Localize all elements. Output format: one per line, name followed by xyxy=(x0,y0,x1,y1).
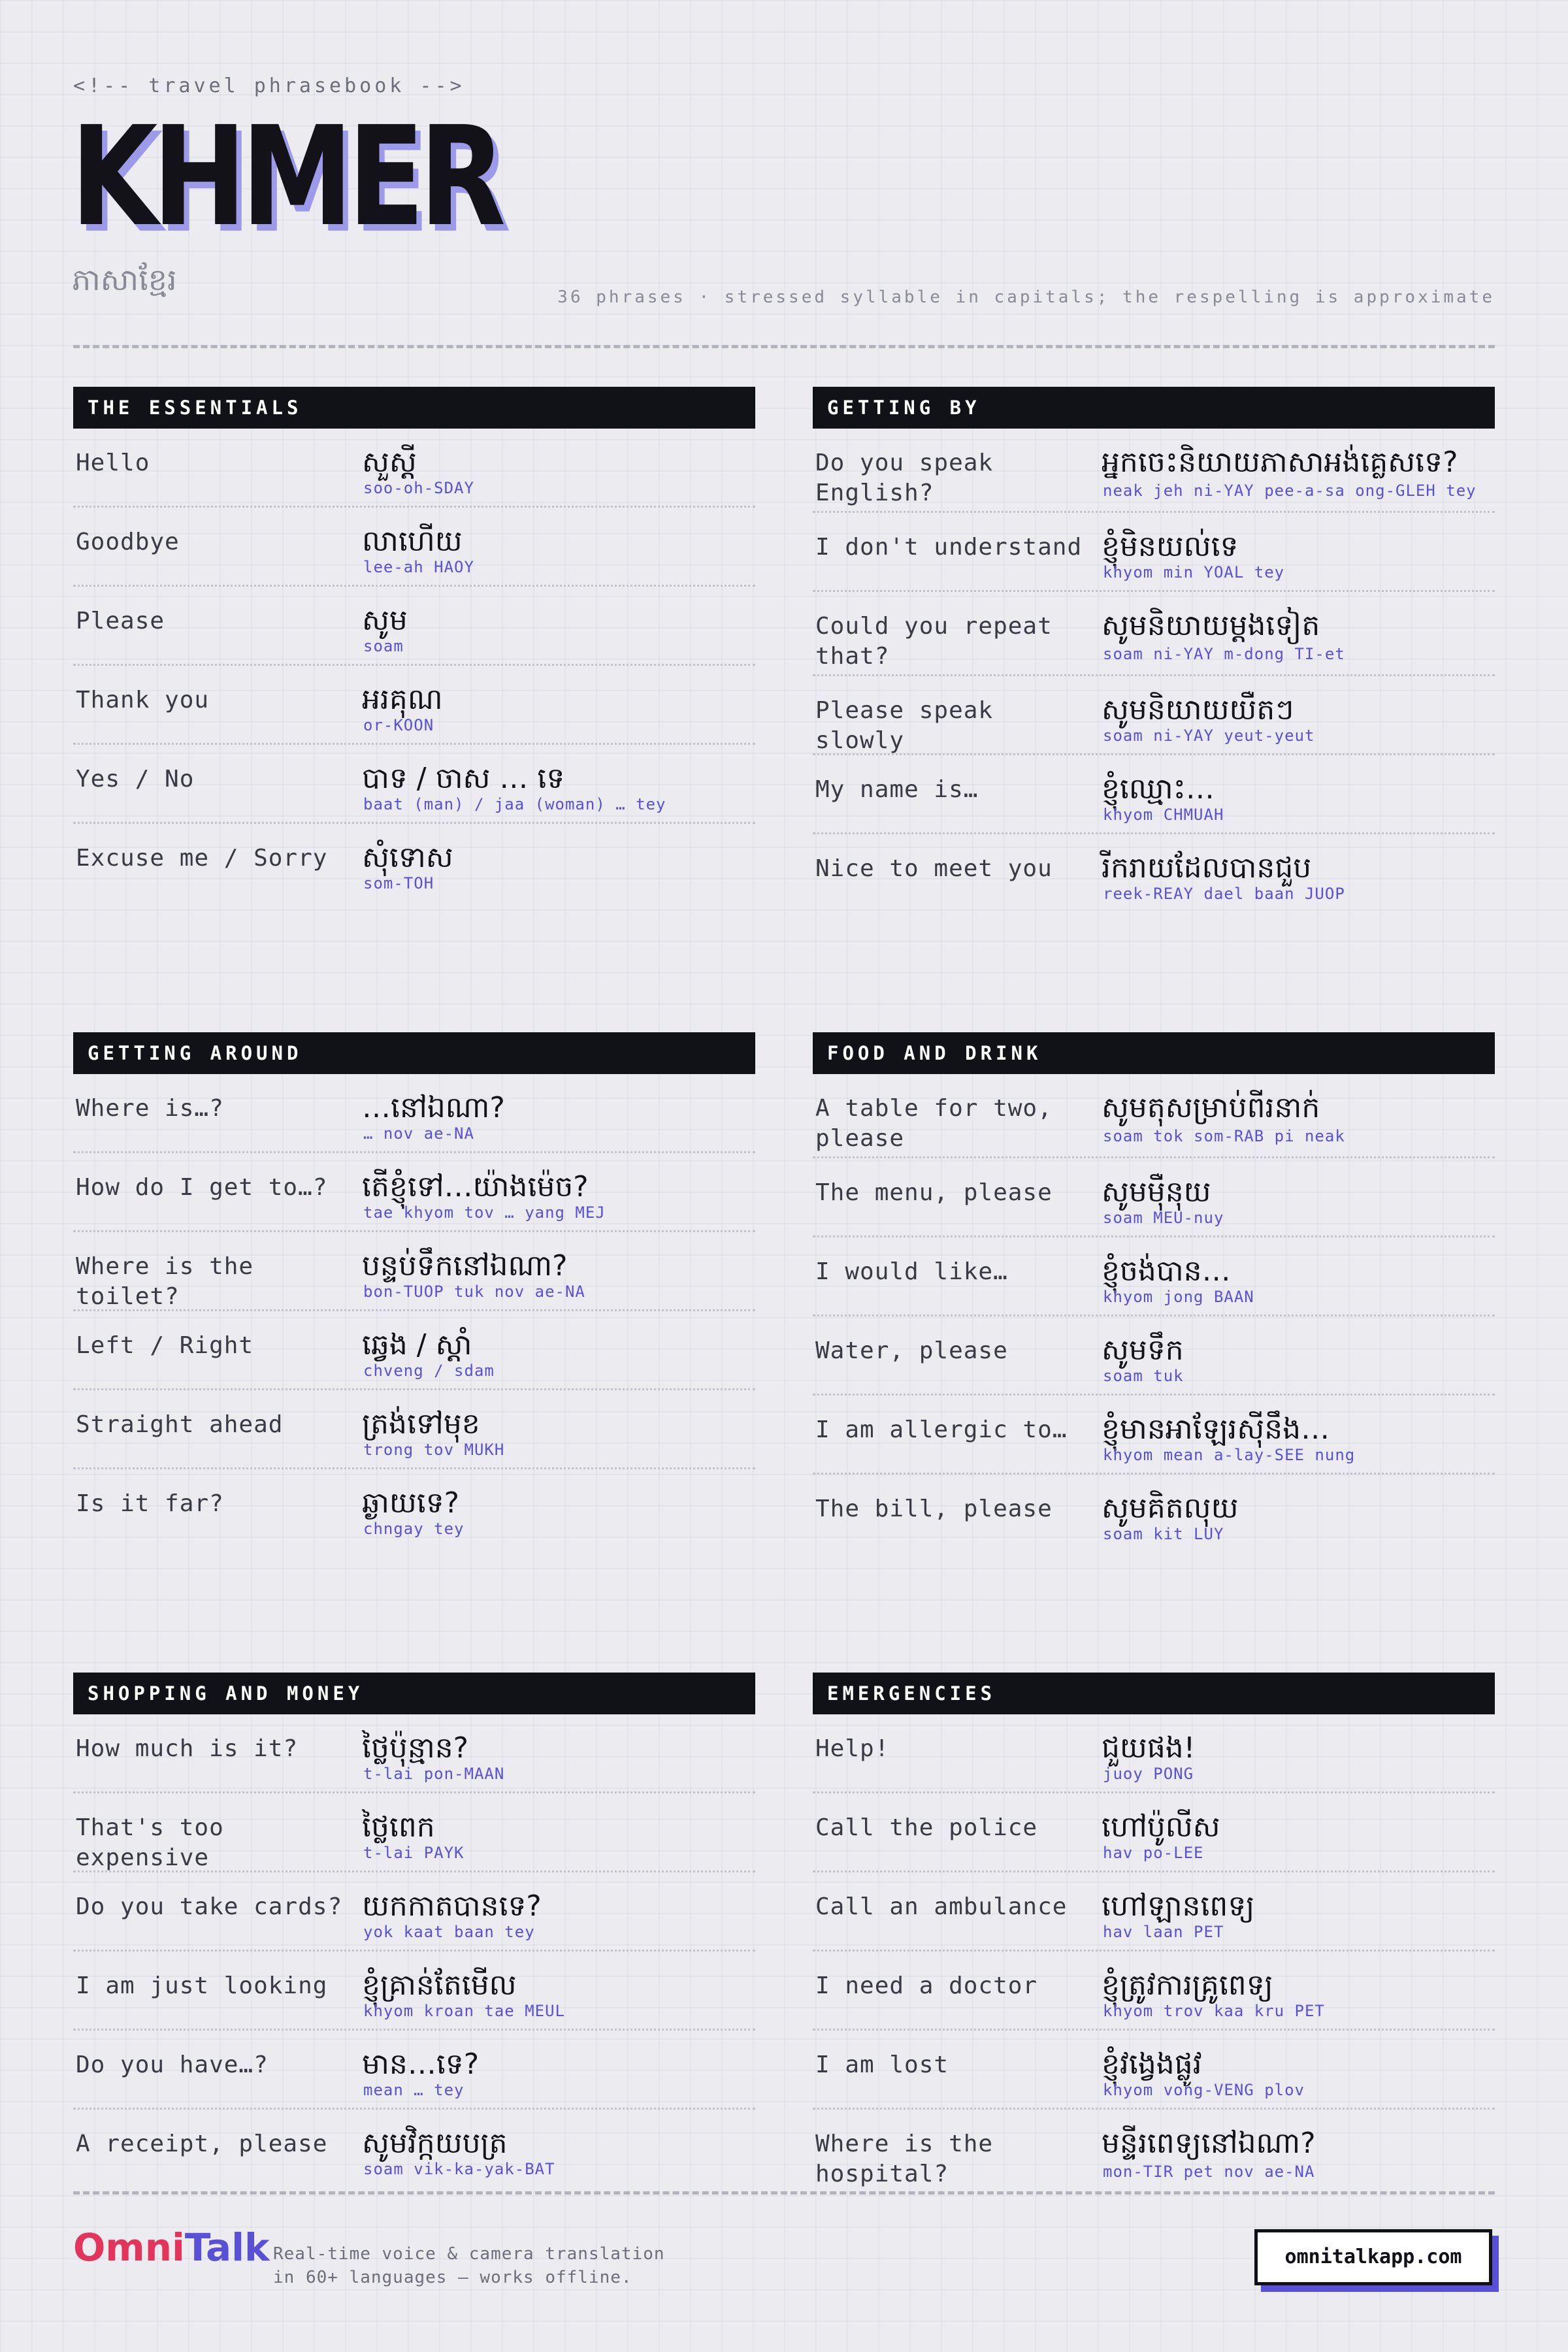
phrase-romanization: … nov ae-NA xyxy=(363,1124,474,1143)
phrase-khmer: អ្នកចេះនិយាយភាសាអង់គ្លេសទេ? xyxy=(1102,446,1458,479)
phrase-romanization: tae khyom tov … yang MEJ xyxy=(363,1203,606,1222)
phrase-khmer: សូមនិយាយម្ដងទៀត xyxy=(1102,609,1320,642)
phrase-romanization: neak jeh ni-YAY pee-a-sa ong-GLEH tey xyxy=(1103,482,1477,500)
phrase-romanization: or-KOON xyxy=(363,716,434,734)
phrase-khmer: សូមគិតលុយ xyxy=(1102,1492,1239,1525)
phrase-english: Do you speak English? xyxy=(815,449,994,506)
phrase-row-the-bill-please xyxy=(813,1475,1495,1552)
phrase-english: Thank you xyxy=(76,687,210,713)
phrase-row-i-am-allergic-to xyxy=(813,1396,1495,1475)
phrase-khmer: ខ្ញុំត្រូវការគ្រូពេទ្យ xyxy=(1102,1968,1273,2002)
phrase-khmer: ហៅឡានពេទ្យ xyxy=(1102,1889,1255,1923)
brand-talk: Talk xyxy=(184,2225,270,2270)
phrase-english: Hello xyxy=(76,449,150,476)
phrase-khmer: សូមនិយាយយឺតៗ xyxy=(1102,693,1294,727)
phrase-romanization: soo-oh-SDAY xyxy=(363,479,474,497)
phrase-english: How much is it? xyxy=(76,1735,299,1762)
phrase-row-water-please xyxy=(813,1316,1495,1396)
phrase-english: Help! xyxy=(815,1735,890,1762)
phrase-khmer: តើខ្ញុំទៅ…យ៉ាងម៉េច? xyxy=(362,1170,589,1203)
phrase-romanization: soam vik-ka-yak-BAT xyxy=(363,2160,555,2178)
phrase-romanization: khyom min YOAL tey xyxy=(1103,563,1285,581)
phrase-khmer: យកកាតបានទេ? xyxy=(362,1889,542,1923)
phrase-row-goodbye xyxy=(73,508,755,587)
phrase-row-where-is-the-hospital xyxy=(813,2110,1495,2192)
phrase-english: I am allergic to… xyxy=(815,1416,1068,1443)
phrase-english: Straight ahead xyxy=(76,1411,284,1438)
phrase-romanization: chngay tey xyxy=(363,1520,465,1538)
section-getting-around xyxy=(73,1032,755,1546)
phrase-english: Please xyxy=(76,608,165,634)
section-title: SHOPPING AND MONEY xyxy=(73,1673,755,1714)
phrase-count-note: 36 phrases · stressed syllable in capitals; the respelling is approximate xyxy=(557,287,1495,307)
phrase-romanization: hav laan PET xyxy=(1103,1923,1224,1941)
phrase-row-where-is-the-toilet xyxy=(73,1232,755,1311)
phrase-row-left-right xyxy=(73,1311,755,1390)
phrase-english: Please speak slowly xyxy=(815,697,994,754)
phrase-english: Where is the hospital? xyxy=(815,2131,994,2187)
phrase-english: I need a doctor xyxy=(815,1972,1038,1999)
phrase-row-straight-ahead xyxy=(73,1390,755,1469)
phrase-row-where-is xyxy=(73,1074,755,1153)
phrase-romanization: soam xyxy=(363,637,404,655)
bottom-divider xyxy=(73,2191,1495,2195)
phrase-romanization: lee-ah HAOY xyxy=(363,558,474,576)
section-title: FOOD AND DRINK xyxy=(813,1032,1495,1074)
phrase-row-is-it-far xyxy=(73,1469,755,1546)
phrase-english: Water, please xyxy=(815,1337,1008,1364)
phrase-english: My name is… xyxy=(815,776,979,803)
phrase-romanization: t-lai PAYK xyxy=(363,1844,465,1862)
phrase-row-could-you-repeat-that xyxy=(813,592,1495,676)
phrase-khmer: ជួយផង! xyxy=(1102,1731,1196,1765)
phrase-romanization: mon-TIR pet nov ae-NA xyxy=(1103,2163,1315,2181)
brand-logo xyxy=(73,2225,270,2270)
phrase-row-nice-to-meet-you xyxy=(813,834,1495,911)
phrase-row-that-s-too-expensive xyxy=(73,1793,755,1872)
phrase-english: I would like… xyxy=(815,1258,1008,1285)
phrase-row-i-am-just-looking xyxy=(73,1952,755,2031)
section-food-and-drink xyxy=(813,1032,1495,1552)
phrase-english: Where is the toilet? xyxy=(76,1253,254,1310)
phrase-khmer: សូម xyxy=(362,604,408,637)
website-link-button[interactable]: omnitalkapp.com xyxy=(1254,2229,1492,2285)
phrase-english: Call the police xyxy=(815,1814,1038,1841)
phrase-khmer: ខ្ញុំវង្វេងផ្លូវ xyxy=(1102,2048,1202,2081)
phrase-english: I am lost xyxy=(815,2051,949,2078)
phrase-khmer: លាហើយ xyxy=(362,525,463,558)
phrase-row-how-do-i-get-to xyxy=(73,1153,755,1232)
phrase-english: The menu, please xyxy=(815,1179,1053,1206)
phrase-english: Could you repeat that? xyxy=(815,613,1053,670)
section-title: EMERGENCIES xyxy=(813,1673,1495,1714)
phrase-row-i-don-t-understand xyxy=(813,513,1495,592)
phrase-row-i-would-like xyxy=(813,1237,1495,1316)
footer-tagline xyxy=(273,2242,665,2289)
phrase-khmer: មាន…ទេ? xyxy=(362,2048,480,2081)
phrase-english: I don't understand xyxy=(815,534,1083,561)
phrase-romanization: bon-TUOP tuk nov ae-NA xyxy=(363,1282,585,1301)
phrase-romanization: hav po-LEE xyxy=(1103,1844,1204,1862)
phrase-row-a-table-for-two-please xyxy=(813,1074,1495,1158)
phrase-row-call-an-ambulance xyxy=(813,1872,1495,1952)
tagline-line-1: Real-time voice & camera translation xyxy=(273,2244,665,2264)
phrase-row-i-am-lost xyxy=(813,2031,1495,2110)
phrase-english: That's too expensive xyxy=(76,1814,224,1871)
phrase-romanization: khyom CHMUAH xyxy=(1103,806,1224,824)
phrase-row-thank-you xyxy=(73,666,755,745)
phrase-khmer: ឆ្ងាយទេ? xyxy=(362,1486,460,1520)
phrase-romanization: mean … tey xyxy=(363,2081,465,2099)
phrase-romanization: juoy PONG xyxy=(1103,1765,1194,1783)
section-the-essentials xyxy=(73,387,755,901)
phrase-khmer: ថ្លៃពេក xyxy=(362,1810,435,1844)
phrase-row-hello xyxy=(73,429,755,508)
phrase-row-my-name-is xyxy=(813,755,1495,834)
phrase-khmer: ហៅប៉ូលីស xyxy=(1102,1810,1220,1844)
phrase-row-please-speak-slowly xyxy=(813,676,1495,755)
phrase-romanization: yok kaat baan tey xyxy=(363,1923,535,1941)
phrase-english: Nice to meet you xyxy=(815,855,1053,882)
phrase-romanization: soam tuk xyxy=(1103,1367,1184,1385)
phrase-khmer: សូមតុសម្រាប់ពីរនាក់ xyxy=(1102,1091,1320,1124)
section-title: GETTING AROUND xyxy=(73,1032,755,1074)
phrase-english: How do I get to…? xyxy=(76,1174,328,1201)
phrase-row-do-you-speak-english xyxy=(813,429,1495,513)
phrase-romanization: khyom vong-VENG plov xyxy=(1103,2081,1305,2099)
phrase-khmer: សូមវិក្កយបត្រ xyxy=(362,2127,508,2160)
phrase-english: Call an ambulance xyxy=(815,1893,1068,1920)
header-comment: <!-- travel phrasebook --> xyxy=(73,74,465,97)
phrase-romanization: khyom trov kaa kru PET xyxy=(1103,2002,1325,2020)
phrase-khmer: ខ្ញុំមិនយល់ទេ xyxy=(1102,530,1239,563)
phrase-english: Left / Right xyxy=(76,1332,254,1359)
phrase-english: The bill, please xyxy=(815,1495,1053,1522)
phrase-romanization: khyom jong BAAN xyxy=(1103,1288,1254,1306)
phrase-romanization: soam kit LUY xyxy=(1103,1525,1224,1543)
phrase-romanization: soam MEU-nuy xyxy=(1103,1209,1224,1227)
brand-omni: Omni xyxy=(73,2225,185,2270)
phrase-english: Is it far? xyxy=(76,1490,224,1517)
phrase-khmer: សូមទឹក xyxy=(1102,1333,1184,1367)
phrase-row-call-the-police xyxy=(813,1793,1495,1872)
page-title: KHMER xyxy=(71,97,501,257)
phrase-row-how-much-is-it xyxy=(73,1714,755,1793)
phrase-khmer: អរគុណ xyxy=(362,683,443,716)
phrase-romanization: khyom mean a-lay-SEE nung xyxy=(1103,1446,1356,1464)
phrase-khmer: ត្រង់ទៅមុខ xyxy=(362,1407,480,1441)
phrase-khmer: ថ្លៃប៉ុន្មាន? xyxy=(362,1731,469,1765)
phrase-romanization: trong tov MUKH xyxy=(363,1441,505,1459)
phrase-khmer: សួស្ដី xyxy=(362,446,417,479)
phrase-khmer: ឆ្វេង / ស្ដាំ xyxy=(362,1328,472,1362)
phrase-khmer: រីករាយដែលបានជួប xyxy=(1102,851,1312,885)
phrase-khmer: ខ្ញុំចង់បាន… xyxy=(1102,1254,1231,1288)
phrase-khmer: មន្ទីរពេទ្យនៅឯណា? xyxy=(1102,2127,1316,2160)
section-getting-by xyxy=(813,387,1495,911)
phrase-romanization: khyom kroan tae MEUL xyxy=(363,2002,565,2020)
phrase-row-help xyxy=(813,1714,1495,1793)
phrase-row-the-menu-please xyxy=(813,1158,1495,1237)
phrase-english: I am just looking xyxy=(76,1972,328,1999)
phrase-romanization: reek-REAY dael baan JUOP xyxy=(1103,885,1345,903)
phrase-row-do-you-take-cards xyxy=(73,1872,755,1952)
phrase-english: Yes / No xyxy=(76,766,195,792)
phrase-romanization: baat (man) / jaa (woman) … tey xyxy=(363,795,666,813)
native-language-name: ភាសាខ្មែរ xyxy=(72,262,177,297)
phrase-english: Do you take cards? xyxy=(76,1893,343,1920)
phrase-khmer: បន្ទប់ទឹកនៅឯណា? xyxy=(362,1249,568,1282)
phrase-khmer: សូមម៉ឺនុយ xyxy=(1102,1175,1211,1209)
top-divider xyxy=(73,345,1495,348)
phrase-romanization: chveng / sdam xyxy=(363,1362,495,1380)
phrase-english: Goodbye xyxy=(76,529,180,555)
phrase-row-yes-no xyxy=(73,745,755,824)
phrase-english: Excuse me / Sorry xyxy=(76,845,328,872)
phrase-romanization: soam ni-YAY m-dong TI-et xyxy=(1103,645,1345,663)
section-title: GETTING BY xyxy=(813,387,1495,429)
phrase-khmer: ខ្ញុំមានអាឡែរស៊ីនឹង… xyxy=(1102,1413,1330,1446)
phrase-khmer: សុំទោស xyxy=(362,841,453,874)
tagline-line-2: in 60+ languages — works offline. xyxy=(273,2268,632,2287)
phrase-romanization: soam tok som-RAB pi neak xyxy=(1103,1127,1345,1145)
phrase-romanization: som-TOH xyxy=(363,874,434,892)
phrase-row-do-you-have xyxy=(73,2031,755,2110)
phrase-row-a-receipt-please xyxy=(73,2110,755,2187)
phrase-khmer: ខ្ញុំគ្រាន់តែមើល xyxy=(362,1968,517,2002)
phrase-khmer: បាទ / ចាស … ទេ xyxy=(362,762,565,795)
section-emergencies xyxy=(813,1673,1495,2192)
phrase-row-i-need-a-doctor xyxy=(813,1952,1495,2031)
phrase-english: Where is…? xyxy=(76,1095,224,1122)
phrase-english: A receipt, please xyxy=(76,2131,328,2157)
section-title: THE ESSENTIALS xyxy=(73,387,755,429)
phrase-romanization: soam ni-YAY yeut-yeut xyxy=(1103,727,1315,745)
phrase-khmer: …នៅឯណា? xyxy=(362,1091,505,1124)
phrase-khmer: ខ្ញុំឈ្មោះ… xyxy=(1102,772,1215,806)
phrase-row-please xyxy=(73,587,755,666)
phrase-row-excuse-me-sorry xyxy=(73,824,755,901)
section-shopping-and-money xyxy=(73,1673,755,2187)
phrase-english: A table for two, please xyxy=(815,1095,1053,1152)
phrase-romanization: t-lai pon-MAAN xyxy=(363,1765,505,1783)
phrase-english: Do you have…? xyxy=(76,2051,269,2078)
